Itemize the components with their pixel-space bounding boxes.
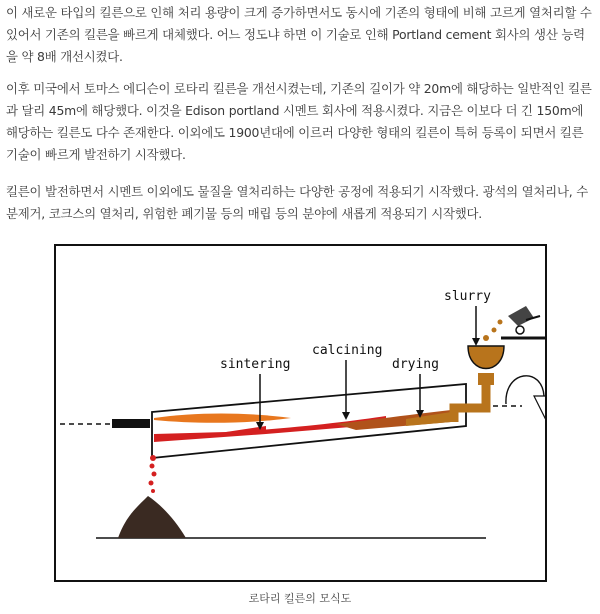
label-calcining: calcining [312, 343, 383, 358]
paragraph-3: 킬른이 발전하면서 시멘트 이외에도 물질을 열처리하는 다양한 공정에 적용되기 시작했다. 광석의 열처리나, 수분제거, 코크스의 열처리, 위험한 폐기물 등의 매립 등의 분야에 새롭게 적용되기 시작했다. [6, 184, 588, 221]
clinker-drop [150, 464, 155, 469]
label-drying: drying [392, 357, 439, 372]
paragraph-2: 이후 미국에서 토마스 에디슨이 로타리 킬른을 개선시켰는데, 기존의 길이가 약 20m에 해당하는 일반적인 킬른과 달리 45m에 해당했다. 이것을 Edison portland 시멘트 회사에 적용시켰다. 지금은 이보다 더 긴 150m에 해당하는 킬른도 다수 존재한다. 이외에도 1900년대에 이르러 다양한 형태의 킬른이 특허 등록이 되면서 킬른 기술이 빠르게 발전하기 시작했다. [6, 81, 592, 162]
slurry-drop [498, 320, 503, 325]
slurry-drop [483, 335, 489, 341]
funnel-neck [478, 373, 494, 385]
rotation-arrow-head [534, 396, 545, 418]
clinker-drop [151, 489, 155, 493]
clinker-drop [150, 455, 156, 461]
feed-chute [454, 384, 486, 422]
flame [154, 414, 291, 423]
wheelbarrow-bucket [508, 306, 534, 326]
paragraph-1: 이 새로운 타입의 킬른으로 인해 처리 용량이 크게 증가하면서도 동시에 기존의 형태에 비해 고르게 열처리할 수 있어서 기존의 킬른을 빠르게 대체했다. 어느 정도냐 하면 이 기술로 인해 Portland cement 회사의 생산 능력을 약 8배 개선시켰다. [6, 5, 592, 64]
label-sintering: sintering [220, 357, 291, 372]
clinker-pile [118, 496, 186, 538]
wheelbarrow-wheel [516, 326, 524, 334]
label-slurry: slurry [444, 289, 491, 304]
burner-pipe [112, 419, 150, 428]
clinker-drop [152, 472, 157, 477]
kiln-diagram-svg [56, 246, 545, 580]
calcining-arrow-head [342, 412, 350, 420]
sintering-material [154, 426, 266, 442]
slurry-funnel [468, 346, 504, 369]
slurry-arrow-head [472, 338, 480, 346]
rotary-kiln-diagram [54, 244, 547, 582]
slurry-drop [492, 328, 497, 333]
figure-caption: 로타리 킬른의 모식도 [248, 592, 352, 605]
clinker-drop [149, 481, 154, 486]
